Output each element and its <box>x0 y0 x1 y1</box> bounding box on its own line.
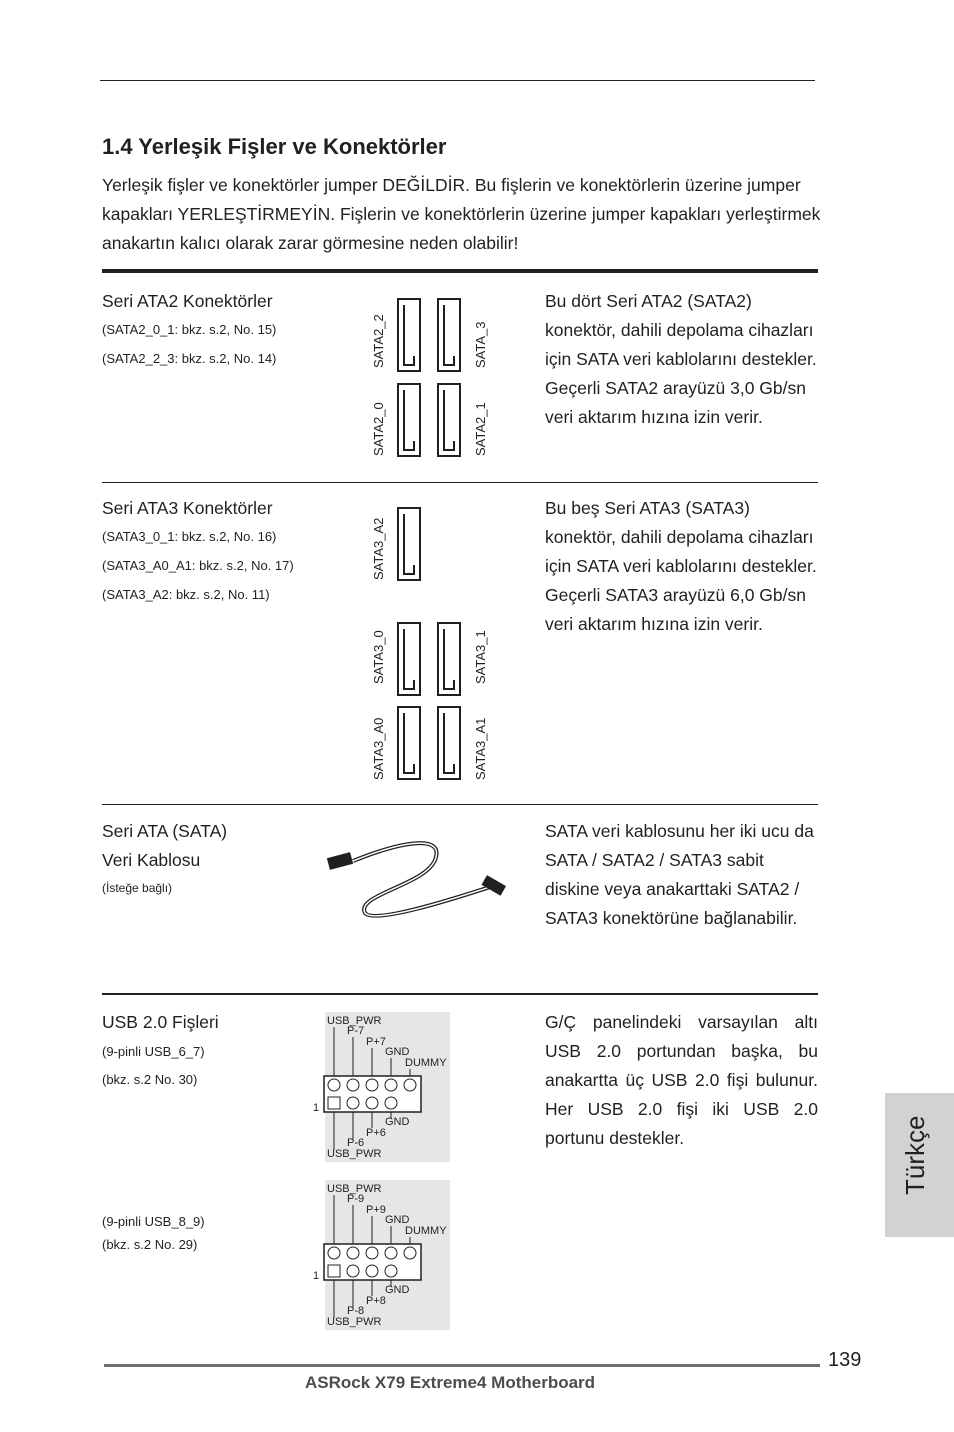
usb2-pminus-b-label: P-8 <box>347 1305 365 1317</box>
sata3-ref-1: (SATA3_0_1: bkz. s.2, No. 16) <box>102 529 277 544</box>
sata3-a2-label: SATA3_A2 <box>371 517 386 580</box>
cable-label-2: Veri Kablosu <box>102 850 201 870</box>
usb2-gnd-label: GND <box>385 1214 410 1226</box>
usb2-dummy-label: DUMMY <box>405 1225 447 1237</box>
cable-description: SATA veri kablosunu her iki ucu da SATA / SATA2 / SATA3 sabit diskine veya anakarttaki SATA2 / SATA3 konektörüne bağlanabilir. <box>545 821 814 928</box>
sata3-1-label: SATA3_1 <box>473 630 488 684</box>
sata3-0-label: SATA3_0 <box>371 630 386 684</box>
cable-label-1: Seri ATA (SATA) <box>102 821 228 841</box>
usb2-pplus-b-label: P+8 <box>366 1295 386 1307</box>
sata3-description: Bu beş Seri ATA3 (SATA3) konektör, dahili depolama cihazları için SATA veri kablolarını destekler. Geçerli SATA3 arayüzü 6,0 Gb/sn veri aktarım hızına izin verir. <box>545 498 817 634</box>
sata2-1-label: SATA2_1 <box>473 402 488 456</box>
sata-cable-illustration <box>325 835 515 925</box>
usb1-pplus-b-label: P+6 <box>366 1127 386 1139</box>
usb-description: G/Ç panelindeki varsayılan altı USB 2.0 portundan başka, bu anakartta üç USB 2.0 fişi bulunur. Her USB 2.0 fişi iki USB 2.0 portunu destekler. <box>545 1012 818 1148</box>
usb1-gnd-b-label: GND <box>385 1116 410 1128</box>
usb1-pminus-label: P-7 <box>347 1025 365 1037</box>
usb-label: USB 2.0 Fişleri <box>102 1012 219 1032</box>
usb2-pminus-label: P-9 <box>347 1193 365 1205</box>
section-title: 1.4 Yerleşik Fişler ve Konektörler <box>102 134 447 159</box>
sata3-ref-2: (SATA3_A0_A1: bkz. s.2, No. 17) <box>102 558 294 573</box>
footer-product: ASRock X79 Extreme4 Motherboard <box>305 1373 596 1392</box>
sata2-description: Bu dört Seri ATA2 (SATA2) konektör, dahili depolama cihazları için SATA veri kablolarını destekler. Geçerli SATA2 arayüzü 3,0 Gb/sn veri aktarım hızına izin verir. <box>545 291 817 427</box>
intro-paragraph: Yerleşik fişler ve konektörler jumper DEĞİLDİR. Bu fişlerin ve konektörlerin üzerine jumper kapakları YERLEŞTİRMEYİN. Fişlerin ve konektörlerin üzerine jumper kapakları yerleştirmek anakartın kalıcı olarak zarar görmesine neden olabilir! <box>102 175 821 253</box>
usb2-top-label: USB_PWR <box>327 1183 382 1195</box>
language-tab-label: Türkçe <box>900 1115 930 1195</box>
usb2-gnd-b-label: GND <box>385 1284 410 1296</box>
sata3-ref-3: (SATA3_A2: bkz. s.2, No. 11) <box>102 587 270 602</box>
usb2-pin1-label: 1 <box>313 1270 320 1282</box>
divider-thin <box>102 804 818 805</box>
divider-thick <box>102 269 818 273</box>
sata2-0-label: SATA2_0 <box>371 402 386 456</box>
sata2-label: Seri ATA2 Konektörler <box>102 291 273 311</box>
usb-header2-ref-2: (bkz. s.2 No. 29) <box>102 1237 198 1252</box>
cable-note: (İsteğe bağlı) <box>102 881 173 895</box>
sata3-a0-label: SATA3_A0 <box>371 717 386 780</box>
usb-8-9-header-diagram <box>310 1180 452 1330</box>
sata2-2-label: SATA2_2 <box>371 314 386 368</box>
sata-3-label: SATA_3 <box>473 321 488 368</box>
usb1-dummy-label: DUMMY <box>405 1057 447 1069</box>
sata2-ref-2: (SATA2_2_3: bkz. s.2, No. 14) <box>102 351 277 366</box>
usb2-pplus-label: P+9 <box>366 1204 386 1216</box>
divider-thin <box>102 482 818 483</box>
usb2-bottom-label: USB_PWR <box>327 1316 382 1328</box>
usb1-pminus-b-label: P-6 <box>347 1137 365 1149</box>
sata2-ref-1: (SATA2_0_1: bkz. s.2, No. 15) <box>102 322 277 337</box>
usb-header1-ref-2: (bkz. s.2 No. 30) <box>102 1072 198 1087</box>
usb-header2-ref-1: (9-pinli USB_8_9) <box>102 1214 205 1229</box>
usb1-top-label: USB_PWR <box>327 1015 382 1027</box>
footer-rule <box>104 1364 820 1367</box>
sata3-label: Seri ATA3 Konektörler <box>102 498 273 518</box>
divider-thin <box>102 993 818 995</box>
usb1-pplus-label: P+7 <box>366 1036 386 1048</box>
usb1-bottom-label: USB_PWR <box>327 1148 382 1160</box>
usb1-gnd-label: GND <box>385 1046 410 1058</box>
usb1-pin1-label: 1 <box>313 1102 320 1114</box>
page-number: 139 <box>828 1349 862 1371</box>
usb-6-7-header-diagram <box>310 1012 452 1162</box>
sata3-connector-diagram <box>395 505 465 785</box>
usb-header1-ref-1: (9-pinli USB_6_7) <box>102 1044 205 1059</box>
top-rule <box>100 80 815 81</box>
sata3-a1-label: SATA3_A1 <box>473 717 488 780</box>
sata2-connector-diagram <box>395 296 465 461</box>
